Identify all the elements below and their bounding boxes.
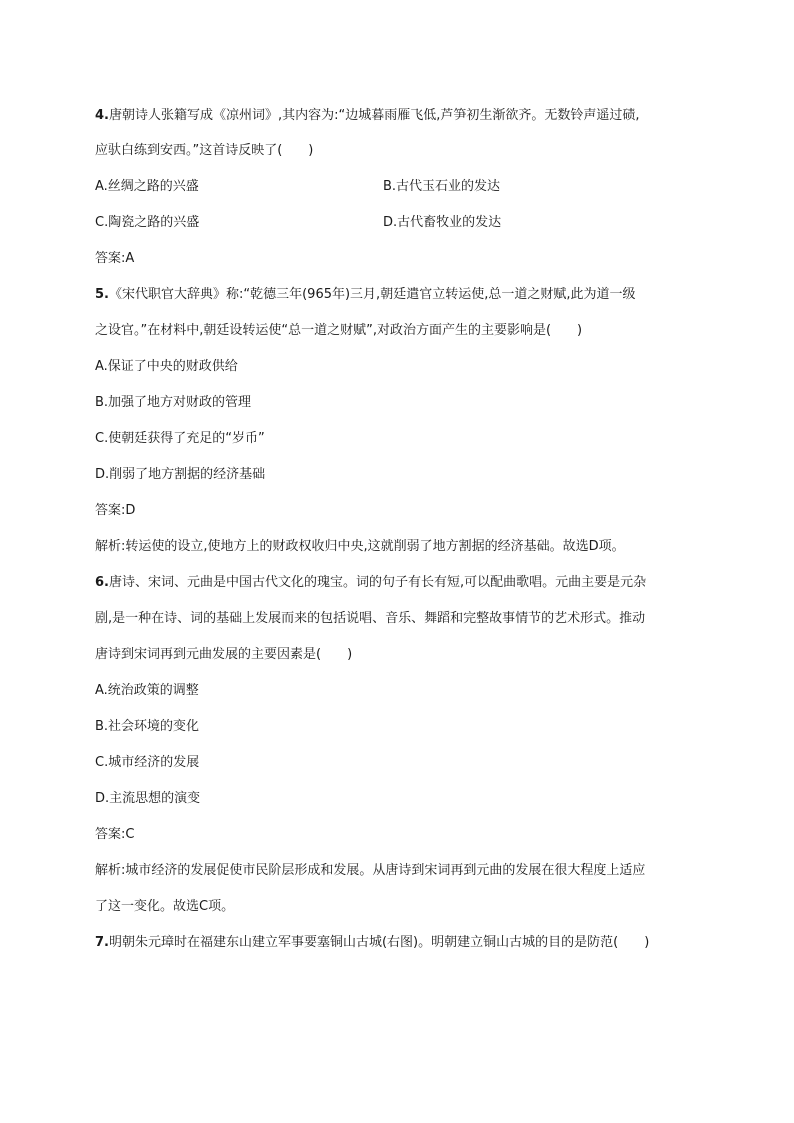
q7-number: 7.	[95, 935, 109, 950]
q6-option-a: A.统治政策的调整	[95, 683, 199, 698]
q6-stem-line-1	[95, 575, 646, 591]
q4-option-a: A.丝绸之路的兴盛	[95, 179, 199, 194]
q4-answer	[95, 251, 134, 267]
q5-stem-line-2: 之设官。”在材料中,朝廷设转运使“总一道之财赋”,对政治方面产生的主要影响是( )	[95, 323, 583, 338]
q4-option-d: D.古代畜牧业的发达	[383, 215, 502, 230]
q5-analysis	[95, 539, 625, 555]
q6-analysis-label: 解析:	[95, 863, 126, 878]
q5-stem-text-1: 《宋代职官大辞典》称:“乾德三年(965年)三月,朝廷遣官立转运使,总一道之财赋,此为道一级	[108, 287, 636, 302]
q7-stem-line-1	[95, 935, 649, 951]
q6-option-c: C.城市经济的发展	[95, 755, 200, 770]
q6-stem-line-2: 剧,是一种在诗、词的基础上发展而来的包括说唱、音乐、舞蹈和完整故事情节的艺术形式。推动	[95, 611, 646, 626]
q6-option-d: D.主流思想的演变	[95, 791, 201, 806]
q6-analysis-line-2: 了这一变化。故选C项。	[95, 899, 235, 914]
q5-option-c: C.使朝廷获得了充足的“岁币”	[95, 431, 265, 446]
q5-analysis-text: 转运使的设立,使地方上的财政权收归中央,这就削弱了地方割据的经济基础。故选D项。	[125, 539, 625, 554]
q5-answer-value: D	[125, 503, 136, 518]
q6-answer-label: 答案:	[95, 827, 126, 842]
q5-stem-line-1	[95, 287, 635, 303]
q5-option-a: A.保证了中央的财政供给	[95, 359, 238, 374]
q6-answer	[95, 827, 134, 843]
q4-option-c: C.陶瓷之路的兴盛	[95, 215, 200, 230]
q5-option-b: B.加强了地方对财政的管理	[95, 395, 252, 410]
q6-analysis-line-1	[95, 863, 645, 879]
q6-analysis-text-1: 城市经济的发展促使市民阶层形成和发展。从唐诗到宋词再到元曲的发展在很大程度上适应	[125, 863, 646, 878]
q5-option-d: D.削弱了地方割据的经济基础	[95, 467, 266, 482]
q6-stem-line-3: 唐诗到宋词再到元曲发展的主要因素是( )	[95, 647, 353, 662]
q4-number: 4.	[95, 108, 109, 123]
q4-option-row-1	[95, 179, 501, 195]
q6-number: 6.	[95, 575, 109, 590]
q4-stem-line-2: 应驮白练到安西。”这首诗反映了( )	[95, 143, 314, 158]
q6-stem-text-1: 唐诗、宋词、元曲是中国古代文化的瑰宝。词的句子有长有短,可以配曲歌唱。元曲主要是元杂	[108, 575, 647, 590]
q4-option-row-2	[95, 215, 502, 231]
q4-stem-text-1: 唐朝诗人张籍写成《凉州词》,其内容为:“边城暮雨雁飞低,芦笋初生渐欲齐。无数铃声遥过碛,	[108, 108, 640, 123]
q4-stem-line-1	[95, 108, 640, 124]
q6-answer-value: C	[125, 827, 135, 842]
q5-analysis-label: 解析:	[95, 539, 126, 554]
q4-answer-label: 答案:	[95, 251, 126, 266]
q5-answer	[95, 503, 135, 519]
q5-number: 5.	[95, 287, 109, 302]
q6-option-b: B.社会环境的变化	[95, 719, 200, 734]
q7-stem-text-1: 明朝朱元璋时在福建东山建立军事要塞铜山古城(右图)。明朝建立铜山古城的目的是防范( )	[108, 935, 650, 950]
q4-answer-value: A	[125, 251, 135, 266]
q4-option-b: B.古代玉石业的发达	[383, 179, 501, 194]
q5-answer-label: 答案:	[95, 503, 126, 518]
